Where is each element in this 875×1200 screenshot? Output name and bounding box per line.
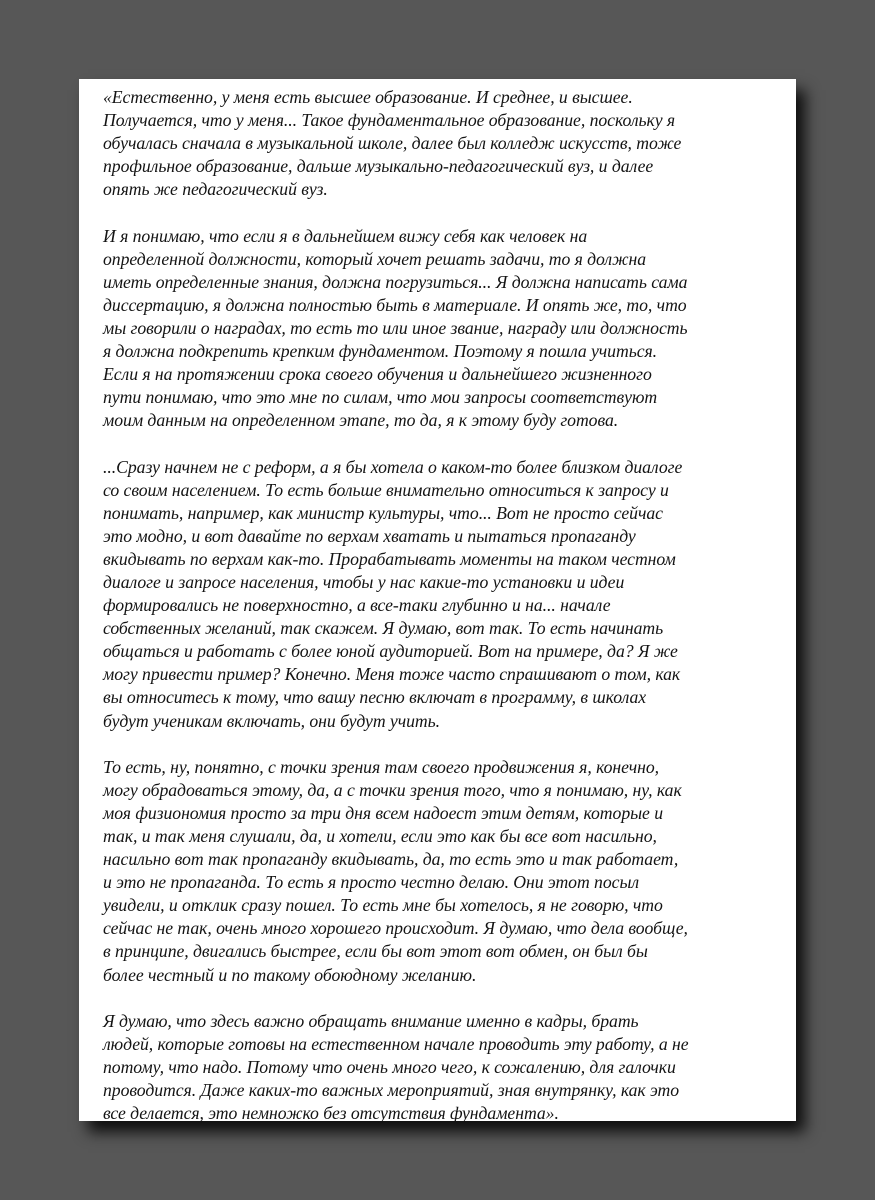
text-line: будут ученикам включать, они будут учить. bbox=[103, 710, 441, 731]
text-line: То есть, ну, понятно, с точки зрения там своего продвижения я, конечно, bbox=[103, 756, 659, 777]
text-line: проводится. Даже каких-то важных мероприятий, зная внутрянку, как это bbox=[103, 1080, 680, 1101]
paragraph-5 bbox=[103, 1010, 782, 1125]
text-line: моим данным на определенном этапе, то да, я к этому буду готова. bbox=[103, 410, 619, 431]
paragraph-3 bbox=[103, 456, 782, 733]
text-line: диалоге и запросе населения, чтобы у нас какие-то установки и идеи bbox=[103, 571, 625, 592]
text-line: насильно вот так пропаганду вкидывать, да, то есть это и так работает, bbox=[103, 849, 679, 870]
text-line: в принципе, двигались быстрее, если бы вот этот вот обмен, он был бы bbox=[103, 941, 648, 962]
text-line: потому, что надо. Потому что очень много чего, к сожалению, для галочки bbox=[103, 1056, 676, 1077]
text-line: я должна подкрепить крепким фундаментом. Поэтому я пошла учиться. bbox=[103, 341, 658, 362]
text-line: со своим населением. То есть больше внимательно относиться к запросу и bbox=[103, 479, 669, 500]
text-line: Если я на протяжении срока своего обучения и дальнейшего жизненного bbox=[103, 364, 652, 385]
text-line: все делается, это немножко без отсутствия фундамента». bbox=[103, 1103, 559, 1124]
paragraph-4 bbox=[103, 756, 782, 987]
text-line: «Естественно, у меня есть высшее образование. И среднее, и высшее. bbox=[103, 87, 633, 107]
text-line: сейчас не так, очень много хорошего происходит. Я думаю, что дела вообще, bbox=[103, 918, 688, 939]
text-line: так, и так меня слушали, да, и хотели, если это как бы все вот насильно, bbox=[103, 826, 657, 846]
text-line: и это не пропаганда. То есть я просто честно делаю. Они этот посыл bbox=[103, 872, 640, 893]
paragraph-1 bbox=[103, 86, 782, 201]
text-line: могу привести пример? Конечно. Меня тоже часто спрашивают о том, как bbox=[103, 664, 681, 685]
text-line: формировались не поверхностно, а все-таки глубинно и на... начале bbox=[103, 595, 611, 616]
text-line: моя физиономия просто за три дня всем надоест этим детям, которые и bbox=[103, 802, 664, 823]
text-line: опять же педагогический вуз. bbox=[103, 179, 328, 200]
text-line: определенной должности, который хочет решать задачи, то я должна bbox=[103, 248, 646, 269]
text-line: вкидывать по верхам как-то. Прорабатывать моменты на таком честном bbox=[103, 548, 676, 569]
text-line: И я понимаю, что если я в дальнейшем вижу себя как человек на bbox=[103, 225, 588, 246]
text-line: обучалась сначала в музыкальной школе, далее был колледж искусств, тоже bbox=[103, 133, 682, 154]
text-line: иметь определенные знания, должна погрузиться... Я должна написать сама bbox=[103, 271, 688, 292]
text-line: собственных желаний, так скажем. Я думаю, вот так. То есть начинать bbox=[103, 618, 664, 639]
text-line: Я думаю, что здесь важно обращать внимание именно в кадры, брать bbox=[103, 1010, 639, 1031]
text-line: могу обрадоваться этому, да, а с точки зрения того, что я понимаю, ну, как bbox=[103, 779, 682, 800]
text-line: диссертацию, я должна полностью быть в материале. И опять же, то, что bbox=[103, 294, 687, 315]
text-line: ...Сразу начнем не с реформ, а я бы хотела о каком-то более близком диалоге bbox=[103, 456, 683, 477]
document-page bbox=[79, 79, 796, 1124]
text-line: людей, которые готовы на естественном начале проводить эту работу, а не bbox=[103, 1033, 689, 1054]
paragraph-2 bbox=[103, 225, 782, 433]
text-line: более честный и по такому обоюдному желанию. bbox=[103, 964, 477, 985]
text-line: вы относитесь к тому, что вашу песню включат в программу, в школах bbox=[103, 687, 647, 708]
text-line: пути понимаю, что это мне по силам, что мои запросы соответствуют bbox=[103, 387, 658, 408]
text-line: это модно, и вот давайте по верхам хватать и пытаться пропаганду bbox=[103, 525, 636, 546]
text-line: общаться и работать с более юной аудиторией. Вот на примере, да? Я же bbox=[103, 641, 678, 662]
text-line: Получается, что у меня... Такое фундаментальное образование, поскольку я bbox=[103, 110, 676, 131]
text-line: мы говорили о наградах, то есть то или иное звание, награду или должность bbox=[103, 317, 688, 338]
text-line: профильное образование, дальше музыкально-педагогический вуз, и далее bbox=[103, 156, 654, 177]
text-line: понимать, например, как министр культуры, что... Вот не просто сейчас bbox=[103, 502, 663, 523]
text-line: увидели, и отклик сразу пошел. То есть мне бы хотелось, я не говорю, что bbox=[103, 895, 663, 916]
